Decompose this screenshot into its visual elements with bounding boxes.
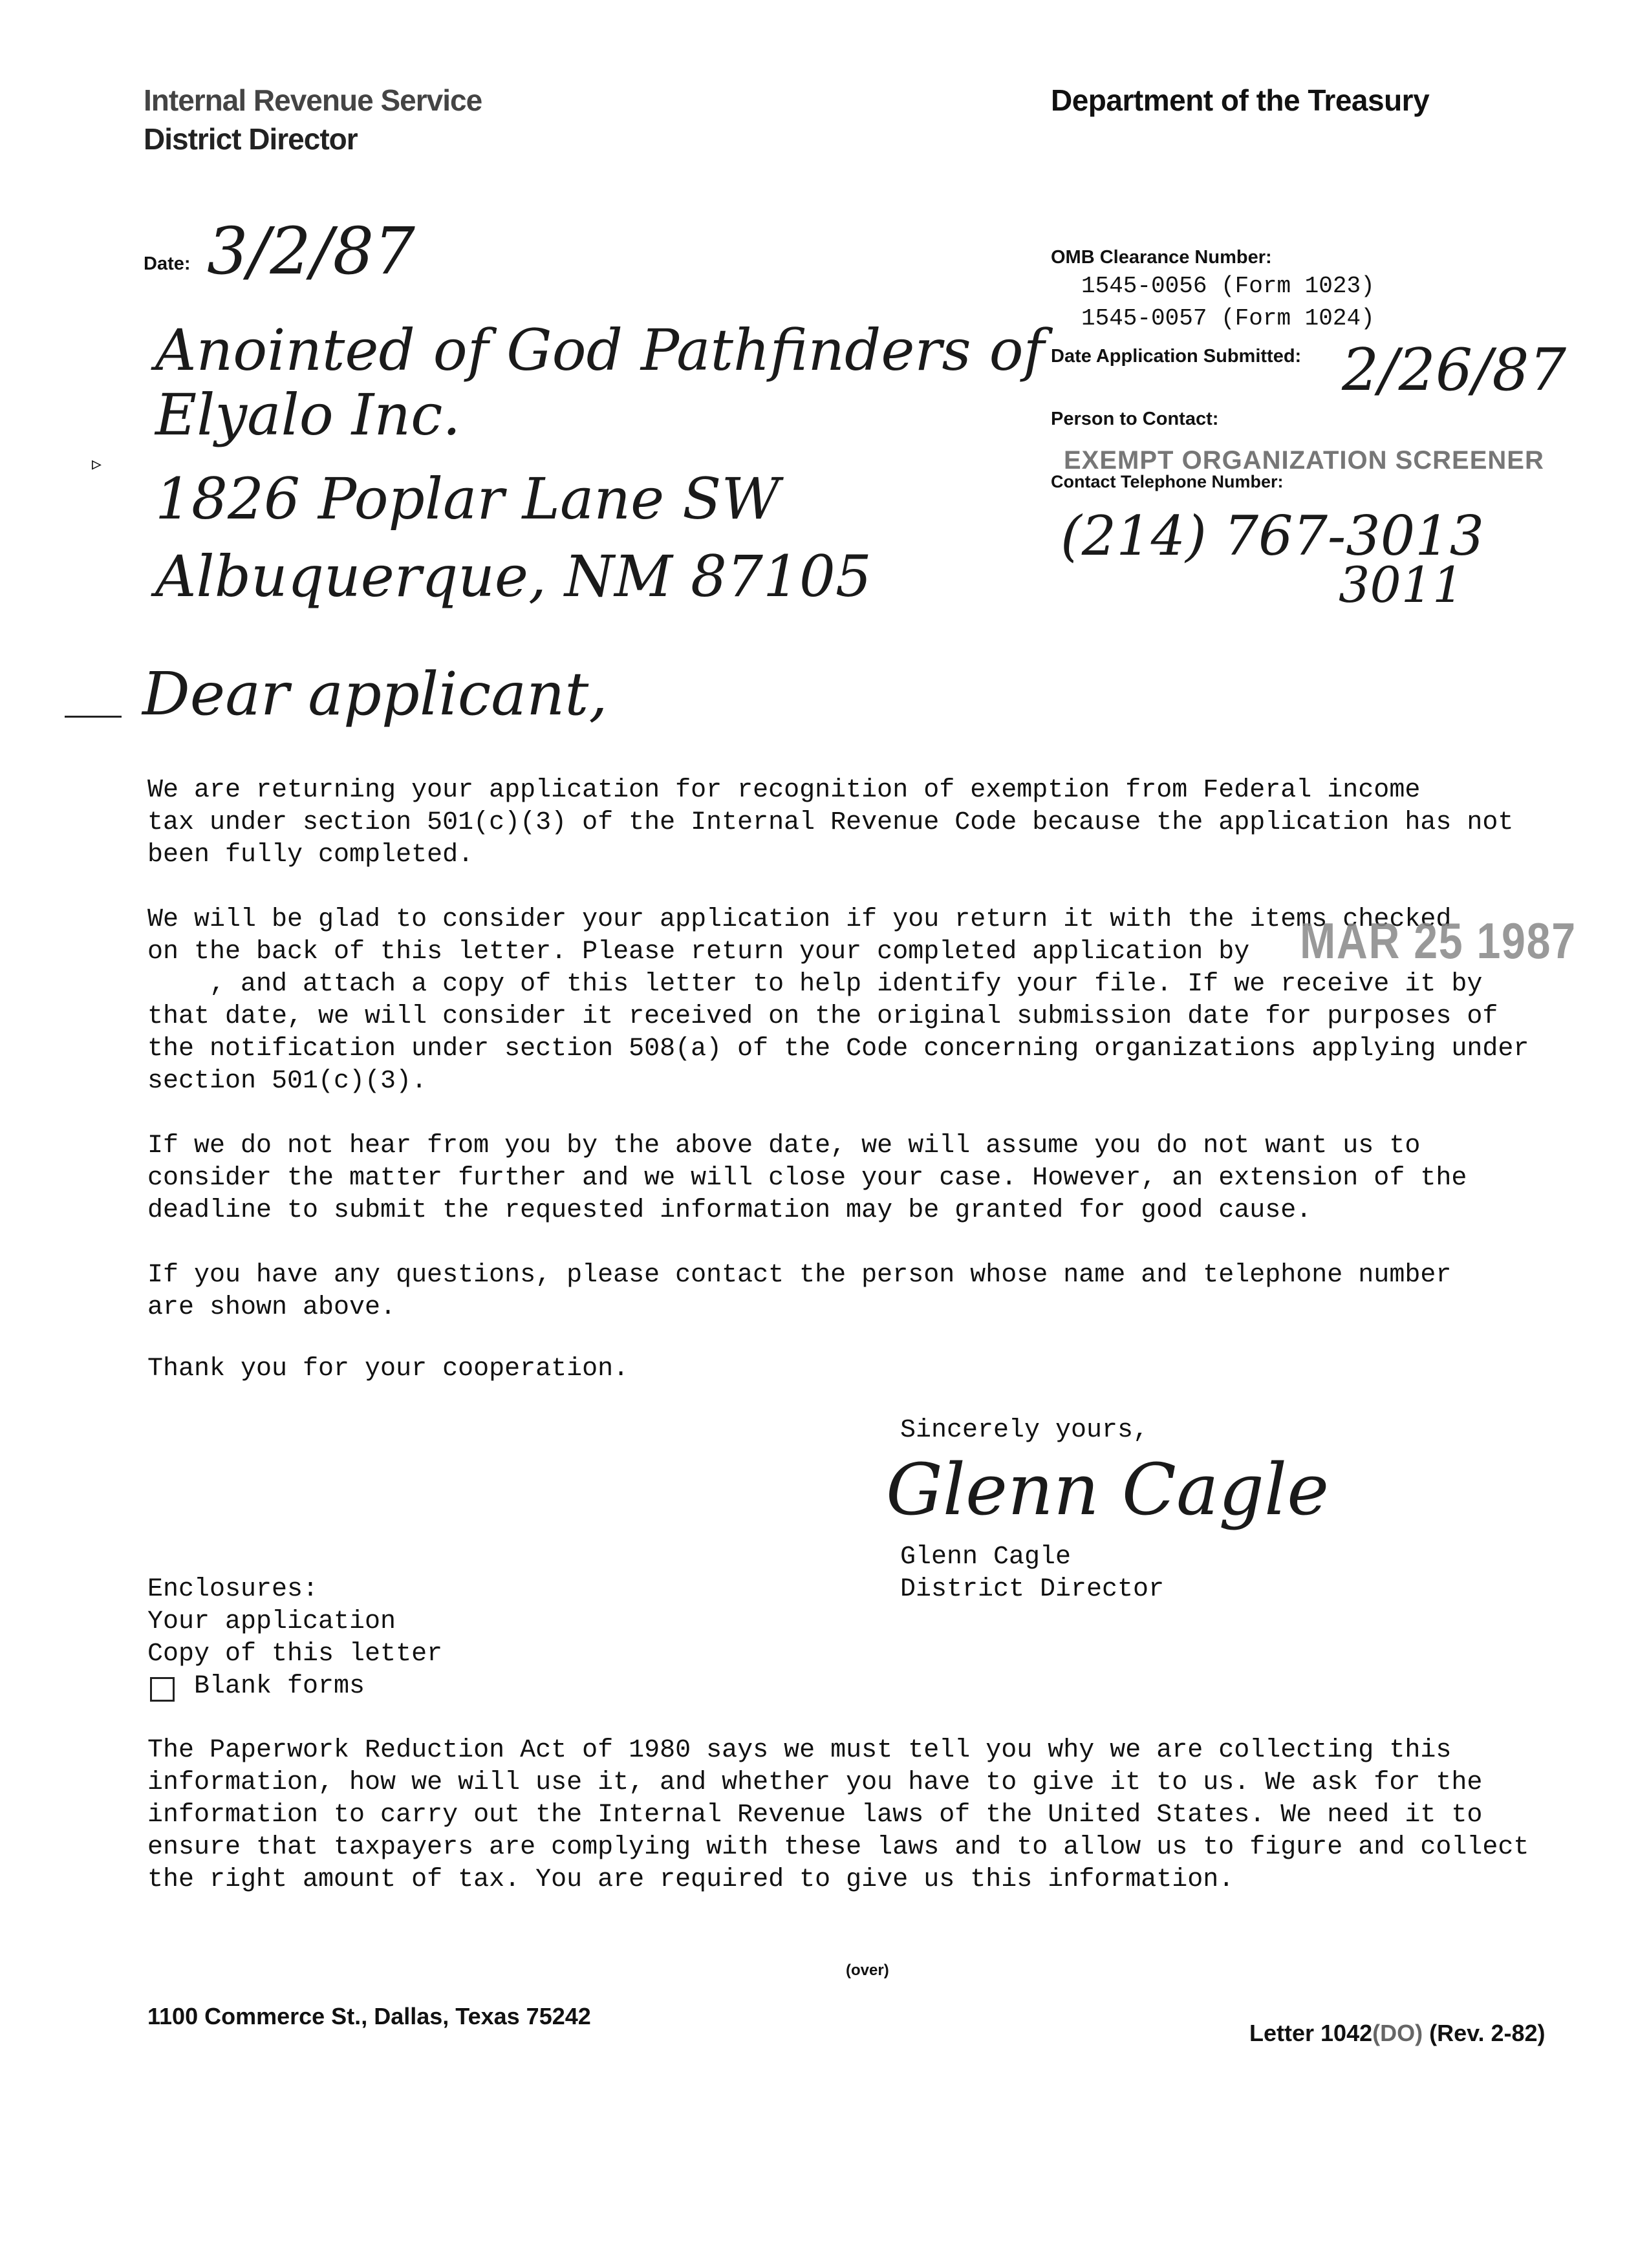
margin-dash	[65, 716, 122, 718]
signer-name: Glenn Cagle	[900, 1543, 1072, 1572]
department-name: Department of the Treasury	[1051, 83, 1430, 117]
salutation: Dear applicant,	[142, 659, 608, 729]
paragraph-returning: We are returning your application for recognition of exemption from Federal income tax under section 501(c)(3) of the Internal Revenue Code because the application has not been fully completed.	[147, 776, 1514, 870]
paragraph-thanks: Thank you for your cooperation.	[147, 1354, 629, 1384]
agency-name: Internal Revenue Service	[144, 83, 482, 117]
contact-phone-alt: 3011	[1339, 556, 1464, 614]
contact-phone-label: Contact Telephone Number:	[1051, 472, 1284, 491]
enclosures-list: Enclosures: Your application Copy of this letter	[147, 1575, 443, 1669]
recipient-line-3: 1826 Poplar Lane SW	[155, 465, 780, 532]
person-to-contact-stamp: EXEMPT ORGANIZATION SCREENER	[1064, 446, 1544, 475]
letter-number	[1249, 2020, 1546, 2047]
omb-number-1023: 1545-0056 (Form 1023)	[1081, 273, 1375, 299]
date-submitted-label: Date Application Submitted:	[1051, 346, 1302, 367]
omb-label: OMB Clearance Number:	[1051, 247, 1272, 268]
recipient-line-2: Elyalo Inc.	[155, 381, 461, 448]
blank-forms-label: Blank forms	[194, 1672, 365, 1701]
letter-number-code: (DO)	[1372, 2020, 1423, 2046]
recipient-line-1: Anointed of God Pathfinders of	[155, 317, 1045, 383]
deadline-date-stamp: MAR 25 1987	[1300, 912, 1577, 969]
date-submitted-value: 2/26/87	[1342, 336, 1566, 404]
blank-forms-checkbox[interactable]	[150, 1677, 175, 1702]
date-value: 3/2/87	[207, 213, 415, 289]
margin-mark: ▹	[92, 453, 102, 475]
person-to-contact-label: Person to Contact:	[1051, 409, 1219, 429]
paragraph-return-deadline: We will be glad to consider your application if you return it with the items checked on the back of this letter. Please return your completed application by , and attach a copy of this letter to help identify your file. If we receive it by that date, we will consider it received on the original submission date for purposes of the notification under section 508(a) of the Code concerning organizations applying under section 501(c)(3).	[147, 905, 1529, 1096]
over-indicator: (over)	[846, 1962, 889, 1979]
signer-title: District Director	[900, 1575, 1165, 1604]
office-address: 1100 Commerce St., Dallas, Texas 75242	[147, 2003, 591, 2029]
letter-number-prefix: Letter 1042	[1249, 2020, 1373, 2046]
date-label: Date:	[144, 253, 191, 274]
letter-revision: (Rev. 2-82)	[1429, 2020, 1546, 2046]
closing-sincerely: Sincerely yours,	[900, 1416, 1149, 1445]
signature: Glenn Cagle	[886, 1448, 1330, 1531]
paragraph-close-case: If we do not hear from you by the above date, we will assume you do not want us to consider the matter further and we will close your case. However, an extension of the deadline to submit the requested information may be granted for good cause.	[147, 1131, 1467, 1225]
omb-number-1024: 1545-0057 (Form 1024)	[1081, 305, 1375, 332]
recipient-line-4: Albuquerque, NM 87105	[155, 543, 872, 610]
paperwork-reduction-notice: The Paperwork Reduction Act of 1980 says we must tell you why we are collecting this information, how we will use it, and whether you have to give it to us. We ask for the information to carry out the Internal Revenue laws of the United States. We need it to ensure that taxpayers are complying with these laws and to allow us to figure and collect the right amount of tax. You are required to give us this information.	[147, 1736, 1529, 1894]
contact-phone-value: (214) 767-3013	[1061, 504, 1485, 568]
office-name: District Director	[144, 122, 358, 156]
paragraph-questions: If you have any questions, please contact the person whose name and telephone number are shown above.	[147, 1261, 1452, 1322]
